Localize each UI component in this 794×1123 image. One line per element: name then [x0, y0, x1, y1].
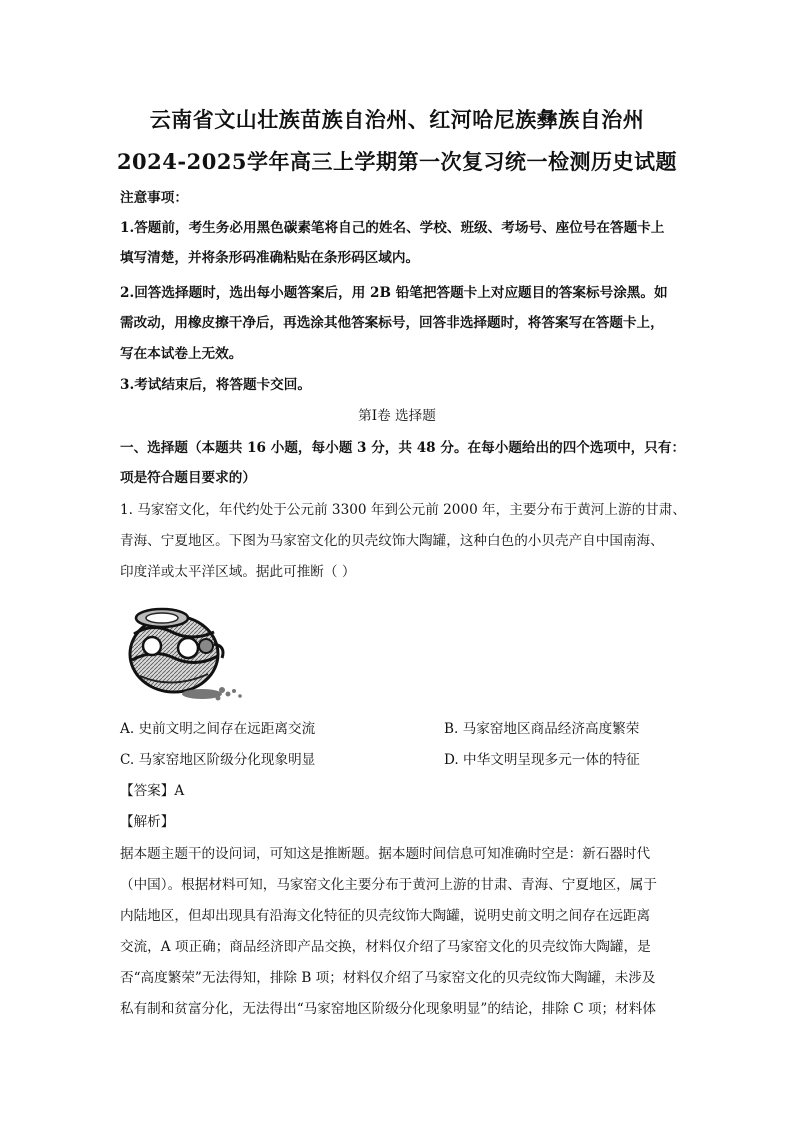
analysis-line: 否“高度繁荣”无法得知，排除 B 项；材料仅介绍了马家窑文化的贝壳纹饰大陶罐，未涉及 — [120, 970, 656, 986]
answer-label: 【答案】A — [120, 783, 185, 799]
notice-line: 2.回答选择题时，选出每小题答案后，用 2B 铅笔把答题卡上对应题目的答案标号涂黑。如 — [120, 285, 668, 301]
exam-title-line-1: 云南省文山壮族苗族自治州、红河哈尼族彝族自治州 — [149, 107, 645, 132]
section-intro-line: 项是符合题目要求的） — [120, 470, 256, 486]
question-stem-line: 青海、宁夏地区。下图为马家窑文化的贝壳纹饰大陶罐，这种白色的小贝壳产自中国南海、 — [120, 533, 664, 549]
notice-line: 填写清楚，并将条形码准确粘贴在条形码区域内。 — [120, 250, 420, 266]
shell-pottery-jar-image — [122, 598, 252, 706]
question-stem-line: 印度洋或太平洋区域。据此可推断（ ） — [120, 564, 356, 580]
exam-title-line-2: 2024-2025学年高三上学期第一次复习统一检测历史试题 — [116, 149, 678, 174]
analysis-line: 交流，A 项正确；商品经济即产品交换，材料仅介绍了马家窑文化的贝壳纹饰大陶罐，是 — [120, 939, 651, 955]
analysis-line: 内陆地区，但却出现具有沿海文化特征的贝壳纹饰大陶罐，说明史前文明之间存在远距离 — [120, 908, 651, 924]
analysis-heading: 【解析】 — [120, 814, 175, 830]
question-stem-line: 1. 马家窑文化，年代约处于公元前 3300 年到公元前 2000 年，主要分布于黄河上游的甘肃、 — [120, 502, 686, 518]
option-a: A. 史前文明之间存在远距离交流 — [120, 721, 316, 737]
section-intro-line: 一、选择题（本题共 16 小题，每小题 3 分，共 48 分。在每小题给出的四个选项中，只有： — [120, 440, 686, 456]
analysis-line: （中国）。根据材料可知，马家窑文化主要分布于黄河上游的甘肃、青海、宁夏地区，属于 — [120, 877, 657, 893]
analysis-line: 私有制和贫富分化，无法得出“马家窑地区阶级分化现象明显”的结论，排除 C 项；材料体 — [120, 1001, 656, 1017]
notice-line: 3.考试结束后，将答题卡交回。 — [120, 377, 311, 393]
notice-heading: 注意事项： — [120, 190, 188, 206]
notice-line: 1.答题前，考生务必用黑色碳素笔将自己的姓名、学校、班级、考场号、座位号在答题卡上 — [120, 220, 665, 236]
analysis-line: 据本题主题干的设问词，可知这是推断题。据本题时间信息可知准确时空是：新石器时代 — [120, 846, 651, 862]
option-c: C. 马家窑地区阶级分化现象明显 — [120, 752, 316, 768]
option-b: B. 马家窑地区商品经济高度繁荣 — [444, 721, 640, 737]
notice-line: 写在本试卷上无效。 — [120, 346, 243, 362]
option-d: D. 中华文明呈现多元一体的特征 — [444, 752, 640, 768]
notice-line: 需改动，用橡皮擦干净后，再选涂其他答案标号，回答非选择题时，将答案写在答题卡上， — [120, 315, 664, 331]
section-title: 第Ⅰ卷 选择题 — [358, 408, 436, 424]
